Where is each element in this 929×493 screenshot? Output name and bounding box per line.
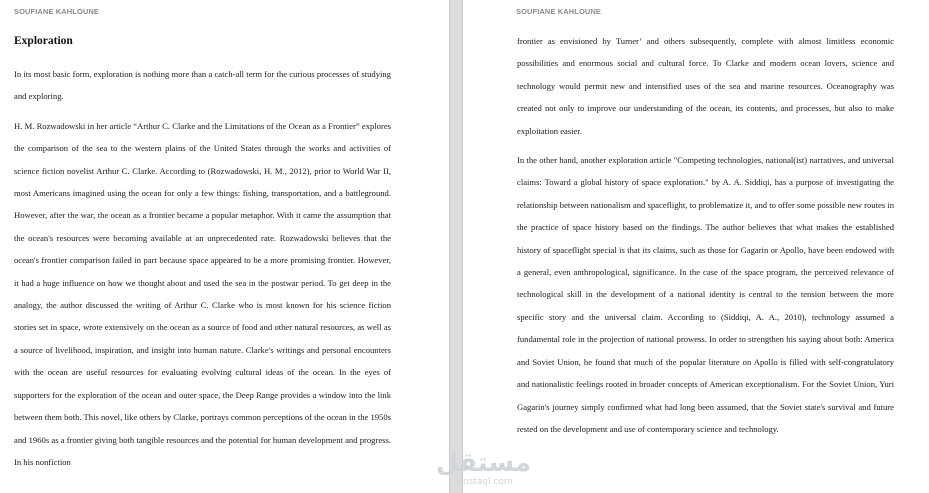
section-title: Exploration [14, 35, 73, 47]
page-header-author: SOUFIANE KAHLOUNE [516, 7, 602, 16]
document-page-left [0, 0, 449, 493]
page-content [14, 30, 391, 480]
page-content [517, 30, 894, 447]
paragraph: In its most basic form, exploration is nothing more than a catch-all term for the curious processes of studying and exploring. [14, 69, 391, 102]
paragraph: frontier as envisioned by Turner’ and others subsequently, complete with almost limitless economic possibilities and enormous social and cultural force. To Clarke and modern ocean lovers, science and technology would permit new and intensified uses of the sea and marine resources. Oceanography was created not only to improve our understanding of the ocean, its contents, and processes, but also to make exploitation easier. [517, 36, 894, 136]
document-page-right [463, 0, 929, 493]
mostaql-watermark [436, 449, 531, 487]
watermark-latin: mostaql.com [454, 477, 513, 487]
paragraph: In the other hand, another exploration article "Competing technologies, national(ist) narratives, and universal claims: Toward a global history of space exploration." by A. A. Siddiqi, has a purpose of investigating the relationship between nationalism and spaceflight, to problematize it, and to offer some possible new routes in the practice of space history based on the findings. The author believes that what makes the established history of spaceflight special is that its claims, such as those for Gagarin or Apollo, have been endowed with a general, even anthropological, significance. In the case of the space program, the perceived relevance of technological skill in the development of a national identity is central to the tension between the more specific story and the universal claim. According to (Siddiqi, A. A., 2010), technology assumed a fundamental role in the projection of national prowess. In order to strengthen his saying about both: America and Soviet Union, he found that much of the popular literature on Apollo is filled with self-congratulatory and nationalistic feelings rooted in broader concepts of American exceptionalism. For the Soviet Union, Yuri Gagarin's journey simply confirmed what had long been assumed, that the Soviet state's survival and future rested on the development and use of contemporary science and technology. [517, 155, 894, 434]
paragraph: H. M. Rozwadowski in her article “Arthur C. Clarke and the Limitations of the Ocean as a Frontier” explores the comparison of the sea to the western plains of the United States through the works and activities of science fiction novelist Arthur C. Clarke. According to (Rozwadowski, H. M., 2012), prior to World War II, most Americans imagined using the ocean for only a few things: fishing, transportation, and a battleground. However, after the war, the ocean as a frontier became a popular metaphor. With it came the assumption that the ocean's resources were becoming available at an unprecedented rate. Rozwadowski believes that the ocean's frontier comparison failed in part because space appeared to be a more promising frontier. However, it had a huge influence on how we thought about and used the sea in the postwar period. To get deep in the analogy, the author discussed the writing of Arthur C. Clarke who is most known for his science fiction stories set in space, wrote extensively on the ocean as a source of food and other natural resources, as well as a source of livelihood, inspiration, and insight into human nature. Clarke's writings and personal encounters with the ocean are useful resources for evaluating evolving cultural ideas of the ocean. In the eyes of supporters for the exploration of the ocean and outer space, the Deep Range provides a window into the link between them both. This novel, like others by Clarke, portrays common perceptions of the ocean in the 1950s and 1960s as a frontier giving both tangible resources and the potential for human development and progress. In his nonfiction [14, 120, 391, 467]
watermark-arabic: مستقل [435, 448, 531, 478]
page-header-author: SOUFIANE KAHLOUNE [14, 7, 100, 16]
page-gap [449, 0, 463, 493]
